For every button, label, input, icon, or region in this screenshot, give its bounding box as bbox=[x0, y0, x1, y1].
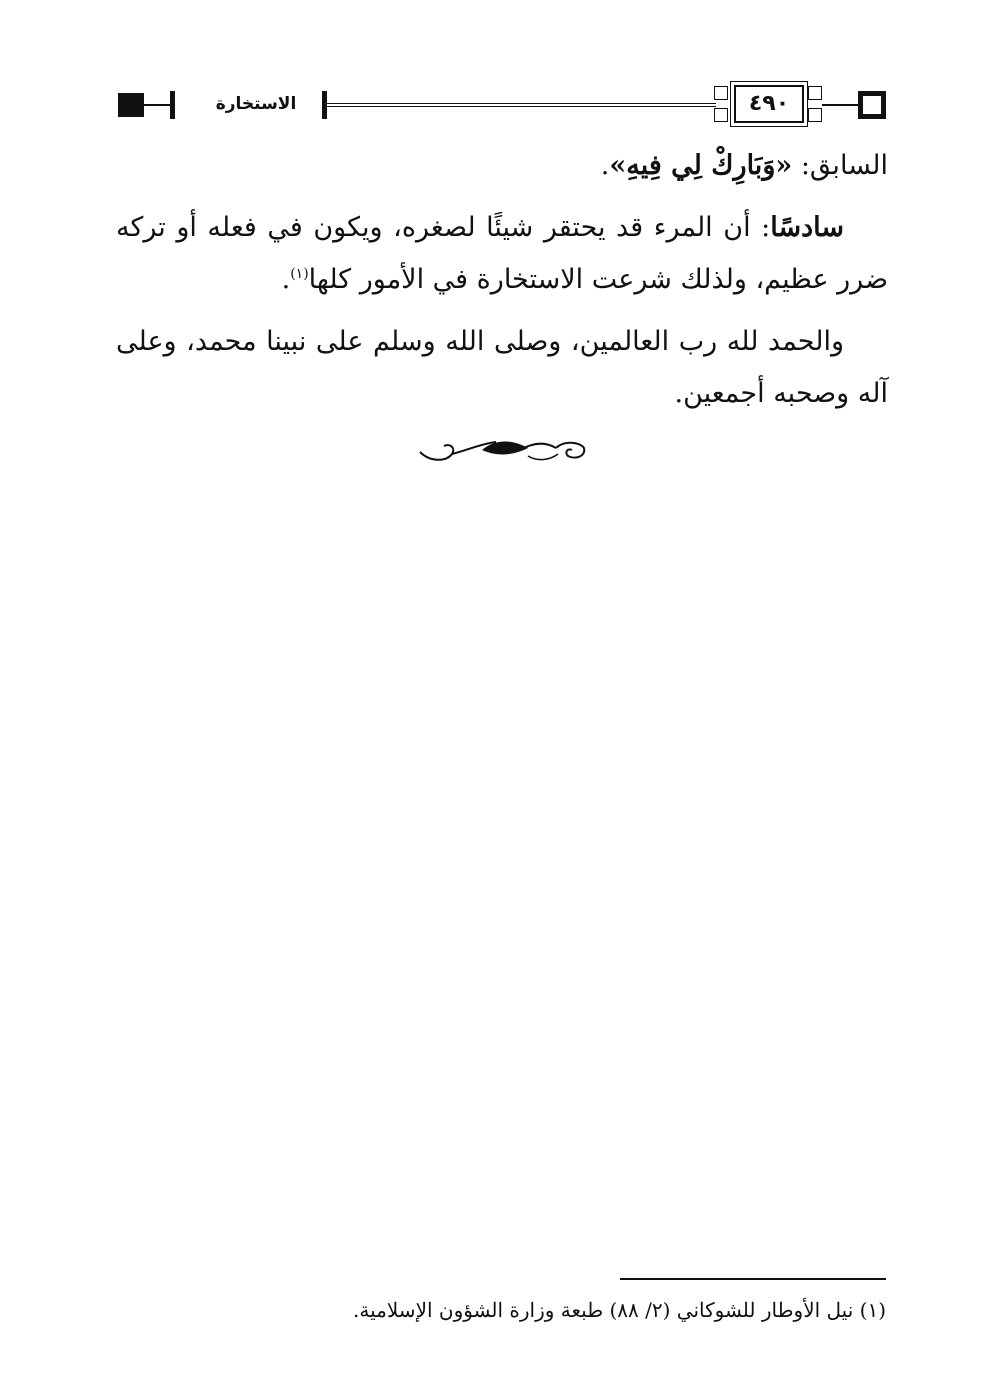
header-rule-main bbox=[327, 103, 716, 107]
header-rule-left bbox=[144, 104, 170, 106]
paragraph-closing bbox=[116, 316, 888, 420]
ornament-corner-tl bbox=[714, 86, 728, 100]
sixth-end: . bbox=[281, 264, 291, 295]
page-number: ٤٩٠ bbox=[734, 85, 804, 123]
header-tick-left bbox=[170, 91, 175, 119]
ornament-corner-br bbox=[808, 108, 822, 122]
hadith-quote: «وَبَارِكْ لِي فِيهِ» bbox=[609, 150, 793, 181]
paragraph-previous bbox=[116, 140, 888, 192]
footnote-1: (١) نيل الأوطار للشوكاني (٢/ ٨٨) طبعة وزارة الشؤون الإسلامية. bbox=[353, 1298, 886, 1322]
ornament-corner-tr bbox=[808, 86, 822, 100]
running-header bbox=[0, 78, 1004, 138]
header-title: الاستخارة bbox=[215, 94, 297, 114]
section-end-ornament-icon bbox=[416, 432, 588, 468]
closing-text: والحمد لله رب العالمين، وصلى الله وسلم على نبينا محمد، وعلى آله وصحبه أجمعين. bbox=[116, 326, 888, 409]
sixth-text: : أن المرء قد يحتقر شيئًا لصغره، ويكون في فعله أو تركه ضرر عظيم، ولذلك شرعت الاستخارة في الأمور كلها bbox=[116, 212, 888, 295]
prev-suffix: . bbox=[600, 150, 610, 181]
header-right-square bbox=[858, 91, 886, 119]
footnote-separator bbox=[620, 1278, 886, 1280]
sixth-label: سادسًا bbox=[770, 212, 844, 243]
header-rule-right bbox=[822, 104, 858, 106]
prev-prefix: السابق: bbox=[792, 150, 888, 181]
header-left-block bbox=[118, 93, 144, 117]
paragraph-sixth bbox=[116, 202, 888, 306]
footnote-ref[interactable]: (١) bbox=[290, 266, 309, 282]
ornament-corner-bl bbox=[714, 108, 728, 122]
